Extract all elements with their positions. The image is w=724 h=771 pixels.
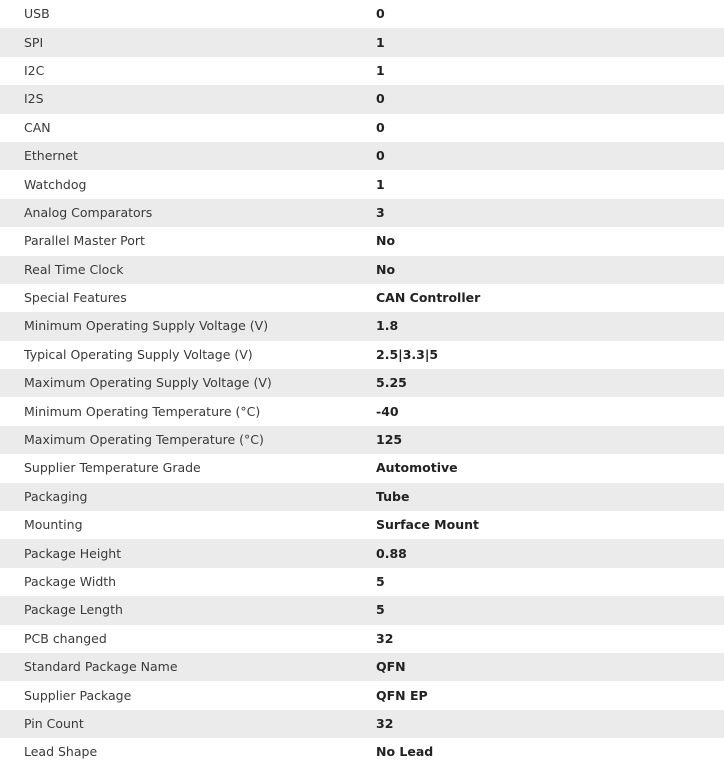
spec-value: 1	[376, 176, 385, 192]
spec-value: QFN EP	[376, 687, 428, 703]
spec-label: Watchdog	[24, 176, 87, 192]
spec-row-min-operating-temperature	[0, 397, 724, 425]
spec-value: Surface Mount	[376, 517, 479, 533]
spec-value: 0.88	[376, 545, 407, 561]
spec-row-max-operating-temperature	[0, 426, 724, 454]
spec-row-supplier-package	[0, 681, 724, 709]
spec-value: No	[376, 261, 396, 277]
spec-row-package-length	[0, 596, 724, 624]
spec-value: 0	[376, 119, 385, 135]
spec-label: Lead Shape	[24, 744, 98, 760]
spec-row-package-height	[0, 539, 724, 567]
spec-value: 0	[376, 148, 385, 164]
spec-label: Maximum Operating Temperature (°C)	[24, 432, 264, 448]
spec-label: Maximum Operating Supply Voltage (V)	[24, 375, 272, 391]
spec-label: Special Features	[24, 290, 127, 306]
spec-row-can	[0, 114, 724, 142]
spec-label: Ethernet	[24, 148, 78, 164]
spec-label: Minimum Operating Supply Voltage (V)	[24, 318, 269, 334]
spec-row-analog-comparators	[0, 199, 724, 227]
spec-value: QFN	[376, 659, 406, 675]
spec-label: Analog Comparators	[24, 204, 153, 220]
spec-value: 2.5|3.3|5	[376, 346, 439, 362]
spec-row-real-time-clock	[0, 256, 724, 284]
spec-label: Package Height	[24, 545, 122, 561]
spec-value: CAN Controller	[376, 290, 481, 306]
spec-row-max-supply-voltage	[0, 369, 724, 397]
spec-value: 0	[376, 91, 385, 107]
spec-row-spi	[0, 28, 724, 56]
spec-row-watchdog	[0, 170, 724, 198]
spec-value: 32	[376, 630, 394, 646]
spec-row-i2s	[0, 85, 724, 113]
spec-label: Pin Count	[24, 715, 84, 731]
spec-label: PCB changed	[24, 630, 107, 646]
spec-label: Supplier Package	[24, 687, 132, 703]
spec-label: Minimum Operating Temperature (°C)	[24, 403, 261, 419]
spec-label: Standard Package Name	[24, 659, 178, 675]
spec-label: I2C	[24, 62, 45, 78]
spec-row-ethernet	[0, 142, 724, 170]
spec-row-min-supply-voltage	[0, 312, 724, 340]
spec-row-package-width	[0, 568, 724, 596]
spec-label: CAN	[24, 119, 51, 135]
spec-value: -40	[376, 403, 399, 419]
spec-row-mounting	[0, 511, 724, 539]
spec-value: 1	[376, 62, 385, 78]
spec-label: Package Length	[24, 602, 123, 618]
spec-row-packaging	[0, 483, 724, 511]
spec-value: 0	[376, 6, 385, 22]
spec-row-supplier-temperature-grade	[0, 454, 724, 482]
spec-value: 32	[376, 715, 394, 731]
spec-label: Mounting	[24, 517, 83, 533]
spec-row-pcb-changed	[0, 625, 724, 653]
spec-value: No Lead	[376, 744, 434, 760]
spec-label: Package Width	[24, 574, 117, 589]
spec-label: SPI	[24, 34, 44, 50]
spec-label: Real Time Clock	[24, 261, 124, 277]
spec-value: 5.25	[376, 375, 407, 391]
spec-label: Parallel Master Port	[24, 233, 145, 249]
spec-row-usb	[0, 0, 724, 28]
spec-label: USB	[24, 6, 50, 22]
spec-row-i2c	[0, 57, 724, 85]
spec-value: No	[376, 233, 396, 249]
spec-row-special-features	[0, 284, 724, 312]
spec-row-parallel-master-port	[0, 227, 724, 255]
spec-row-typical-supply-voltage	[0, 341, 724, 369]
spec-row-standard-package-name	[0, 653, 724, 681]
spec-value: Tube	[376, 488, 410, 504]
spec-value: 5	[376, 602, 385, 618]
spec-label: Typical Operating Supply Voltage (V)	[24, 346, 253, 362]
spec-label: Packaging	[24, 488, 88, 504]
spec-value: Automotive	[376, 460, 458, 476]
spec-value: 1	[376, 34, 385, 50]
spec-value: 3	[376, 204, 385, 220]
spec-label: I2S	[24, 91, 44, 107]
spec-value: 1.8	[376, 318, 399, 334]
spec-label: Supplier Temperature Grade	[24, 460, 201, 476]
spec-value: 125	[376, 432, 403, 448]
spec-row-pin-count	[0, 710, 724, 738]
spec-value: 5	[376, 574, 385, 589]
spec-row-lead-shape	[0, 738, 724, 766]
